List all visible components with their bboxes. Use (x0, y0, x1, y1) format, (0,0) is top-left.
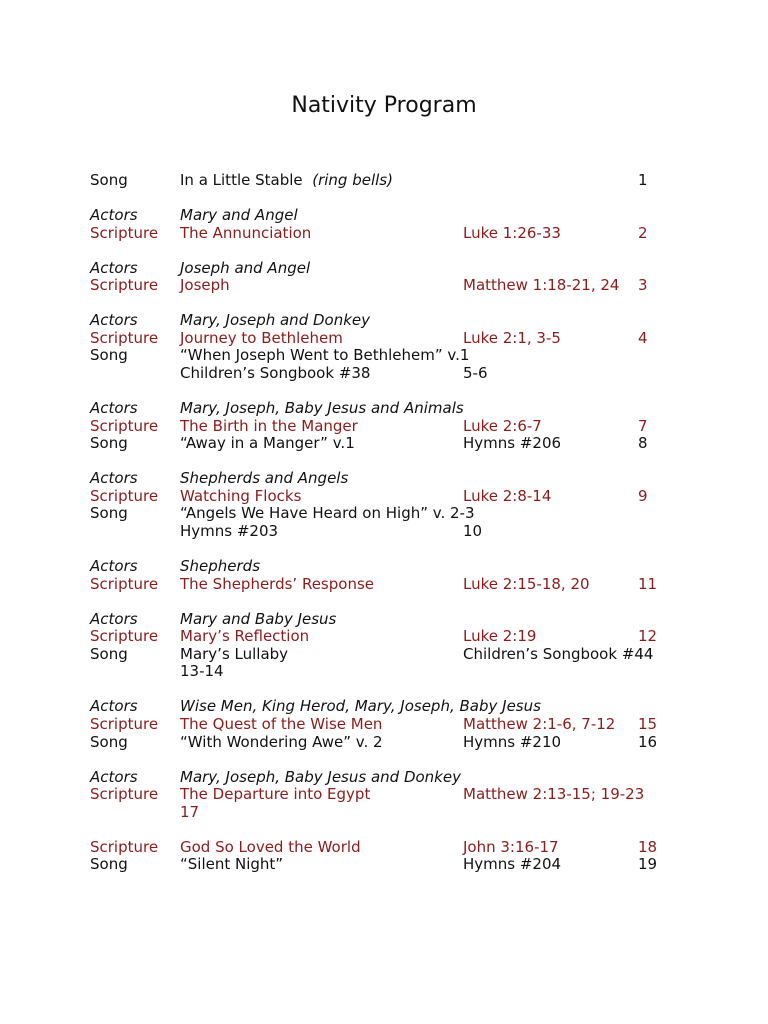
line-label: Actors (90, 206, 138, 225)
line-label: Actors (90, 469, 138, 488)
program-section (0, 470, 768, 540)
program-section (0, 698, 768, 751)
line-reference: Hymns #203 (180, 521, 279, 540)
line-title: “Silent Night” (180, 855, 284, 874)
line-reference: Matthew 2:13-15; 19-23 (463, 785, 645, 804)
line-number: 9 (638, 486, 648, 505)
line-label: Actors (90, 697, 138, 716)
program-section (0, 172, 768, 190)
actors-line (0, 470, 768, 488)
line-label: Scripture (90, 574, 159, 593)
song-line (0, 856, 768, 874)
line-label: Song (90, 644, 128, 663)
line-number: 17 (180, 802, 200, 821)
line-title: God So Loved the World (180, 837, 361, 856)
line-title: Shepherds (180, 557, 261, 576)
scripture-line (0, 628, 768, 646)
scripture-line (0, 277, 768, 295)
line-label: Actors (90, 258, 138, 277)
scripture-line (0, 576, 768, 594)
scripture-line-continued (0, 804, 768, 822)
line-number: 3 (638, 276, 648, 295)
actors-line (0, 207, 768, 225)
actors-line (0, 558, 768, 576)
line-title: The Birth in the Manger (180, 416, 358, 435)
line-label: Scripture (90, 416, 159, 435)
line-label: Actors (90, 767, 138, 786)
line-reference: Luke 2:19 (463, 627, 537, 646)
line-label: Scripture (90, 837, 159, 856)
line-reference: Children’s Songbook #44 (463, 644, 654, 663)
line-number: 19 (638, 855, 658, 874)
program-section (0, 558, 768, 593)
line-reference: Luke 2:8-14 (463, 486, 552, 505)
program-list (0, 172, 768, 874)
line-title: The Shepherds’ Response (180, 574, 374, 593)
line-label: Song (90, 732, 128, 751)
line-number: 18 (638, 837, 658, 856)
actors-line (0, 400, 768, 418)
line-title: Mary’s Reflection (180, 627, 310, 646)
song-line (0, 505, 768, 523)
program-section (0, 839, 768, 874)
line-reference: Luke 1:26-33 (463, 223, 561, 242)
scripture-line (0, 716, 768, 734)
line-title (180, 172, 393, 190)
line-number: 1 (638, 171, 648, 189)
actors-line (0, 769, 768, 787)
scripture-line (0, 330, 768, 348)
line-title: Mary and Angel (180, 206, 298, 225)
line-reference: Luke 2:1, 3-5 (463, 328, 561, 347)
line-title: Joseph (180, 276, 230, 295)
song-line (0, 435, 768, 453)
line-number: 5-6 (463, 364, 488, 383)
line-label: Song (90, 434, 128, 453)
line-label: Actors (90, 399, 138, 418)
actors-line (0, 611, 768, 629)
program-section (0, 207, 768, 242)
line-number: 4 (638, 328, 648, 347)
line-label: Scripture (90, 276, 159, 295)
line-title: Mary, Joseph, Baby Jesus and Donkey (180, 767, 461, 786)
line-label: Scripture (90, 785, 159, 804)
line-title: Mary, Joseph and Donkey (180, 311, 371, 330)
line-title: The Departure into Egypt (180, 785, 371, 804)
line-number: 8 (638, 434, 648, 453)
line-number: 11 (638, 574, 658, 593)
line-reference: Matthew 2:1-6, 7-12 (463, 714, 616, 733)
line-label: Actors (90, 557, 138, 576)
line-title-text: In a Little Stable (180, 171, 303, 189)
line-title: Mary, Joseph, Baby Jesus and Animals (180, 399, 464, 418)
line-title: The Quest of the Wise Men (180, 714, 383, 733)
line-title: Mary’s Lullaby (180, 644, 289, 663)
line-label: Song (90, 855, 128, 874)
line-number: 7 (638, 416, 648, 435)
line-title: Watching Flocks (180, 486, 302, 505)
actors-line (0, 698, 768, 716)
line-number: 10 (463, 521, 483, 540)
line-title: Journey to Bethlehem (180, 328, 343, 347)
line-label: Song (90, 504, 128, 523)
line-reference: Matthew 1:18-21, 24 (463, 276, 620, 295)
line-label: Scripture (90, 486, 159, 505)
program-section (0, 400, 768, 453)
song-line-continued (0, 523, 768, 541)
line-number: 2 (638, 223, 648, 242)
page-title: Nativity Program (291, 93, 477, 118)
line-title: “Away in a Manger” v.1 (180, 434, 355, 453)
line-label: Scripture (90, 714, 159, 733)
line-reference: Hymns #210 (463, 732, 562, 751)
line-note: (ring bells) (312, 171, 393, 189)
scripture-line (0, 488, 768, 506)
scripture-line (0, 225, 768, 243)
line-reference: John 3:16-17 (463, 837, 559, 856)
line-reference: Hymns #206 (463, 434, 562, 453)
line-number: 15 (638, 714, 658, 733)
line-number: 12 (638, 627, 658, 646)
line-label: Scripture (90, 627, 159, 646)
line-label: Song (90, 171, 128, 189)
line-title: “When Joseph Went to Bethlehem” v.1 (180, 346, 470, 365)
line-number: 16 (638, 732, 658, 751)
line-label: Scripture (90, 328, 159, 347)
line-title: Wise Men, King Herod, Mary, Joseph, Baby Jesus (180, 697, 541, 716)
line-reference: Children’s Songbook #38 (180, 364, 371, 383)
actors-line (0, 312, 768, 330)
song-line-continued (0, 365, 768, 383)
actors-line (0, 260, 768, 278)
program-section (0, 611, 768, 681)
line-label: Actors (90, 311, 138, 330)
line-number: 13-14 (180, 662, 224, 681)
scripture-line (0, 786, 768, 804)
line-title: Joseph and Angel (180, 258, 311, 277)
line-title: “Angels We Have Heard on High” v. 2-3 (180, 504, 475, 523)
song-line (0, 734, 768, 752)
line-title: “With Wondering Awe” v. 2 (180, 732, 383, 751)
line-reference: Luke 2:15-18, 20 (463, 574, 590, 593)
song-line-continued (0, 663, 768, 681)
scripture-line (0, 839, 768, 857)
program-section (0, 260, 768, 295)
song-line (0, 646, 768, 664)
program-section (0, 312, 768, 382)
line-reference: Hymns #204 (463, 855, 562, 874)
line-label: Song (90, 346, 128, 365)
line-label: Scripture (90, 223, 159, 242)
line-label: Actors (90, 609, 138, 628)
song-line (0, 347, 768, 365)
song-line (0, 172, 768, 190)
scripture-line (0, 418, 768, 436)
line-title: Shepherds and Angels (180, 469, 349, 488)
program-section (0, 769, 768, 822)
line-title: Mary and Baby Jesus (180, 609, 337, 628)
line-reference: Luke 2:6-7 (463, 416, 542, 435)
line-title: The Annunciation (180, 223, 312, 242)
